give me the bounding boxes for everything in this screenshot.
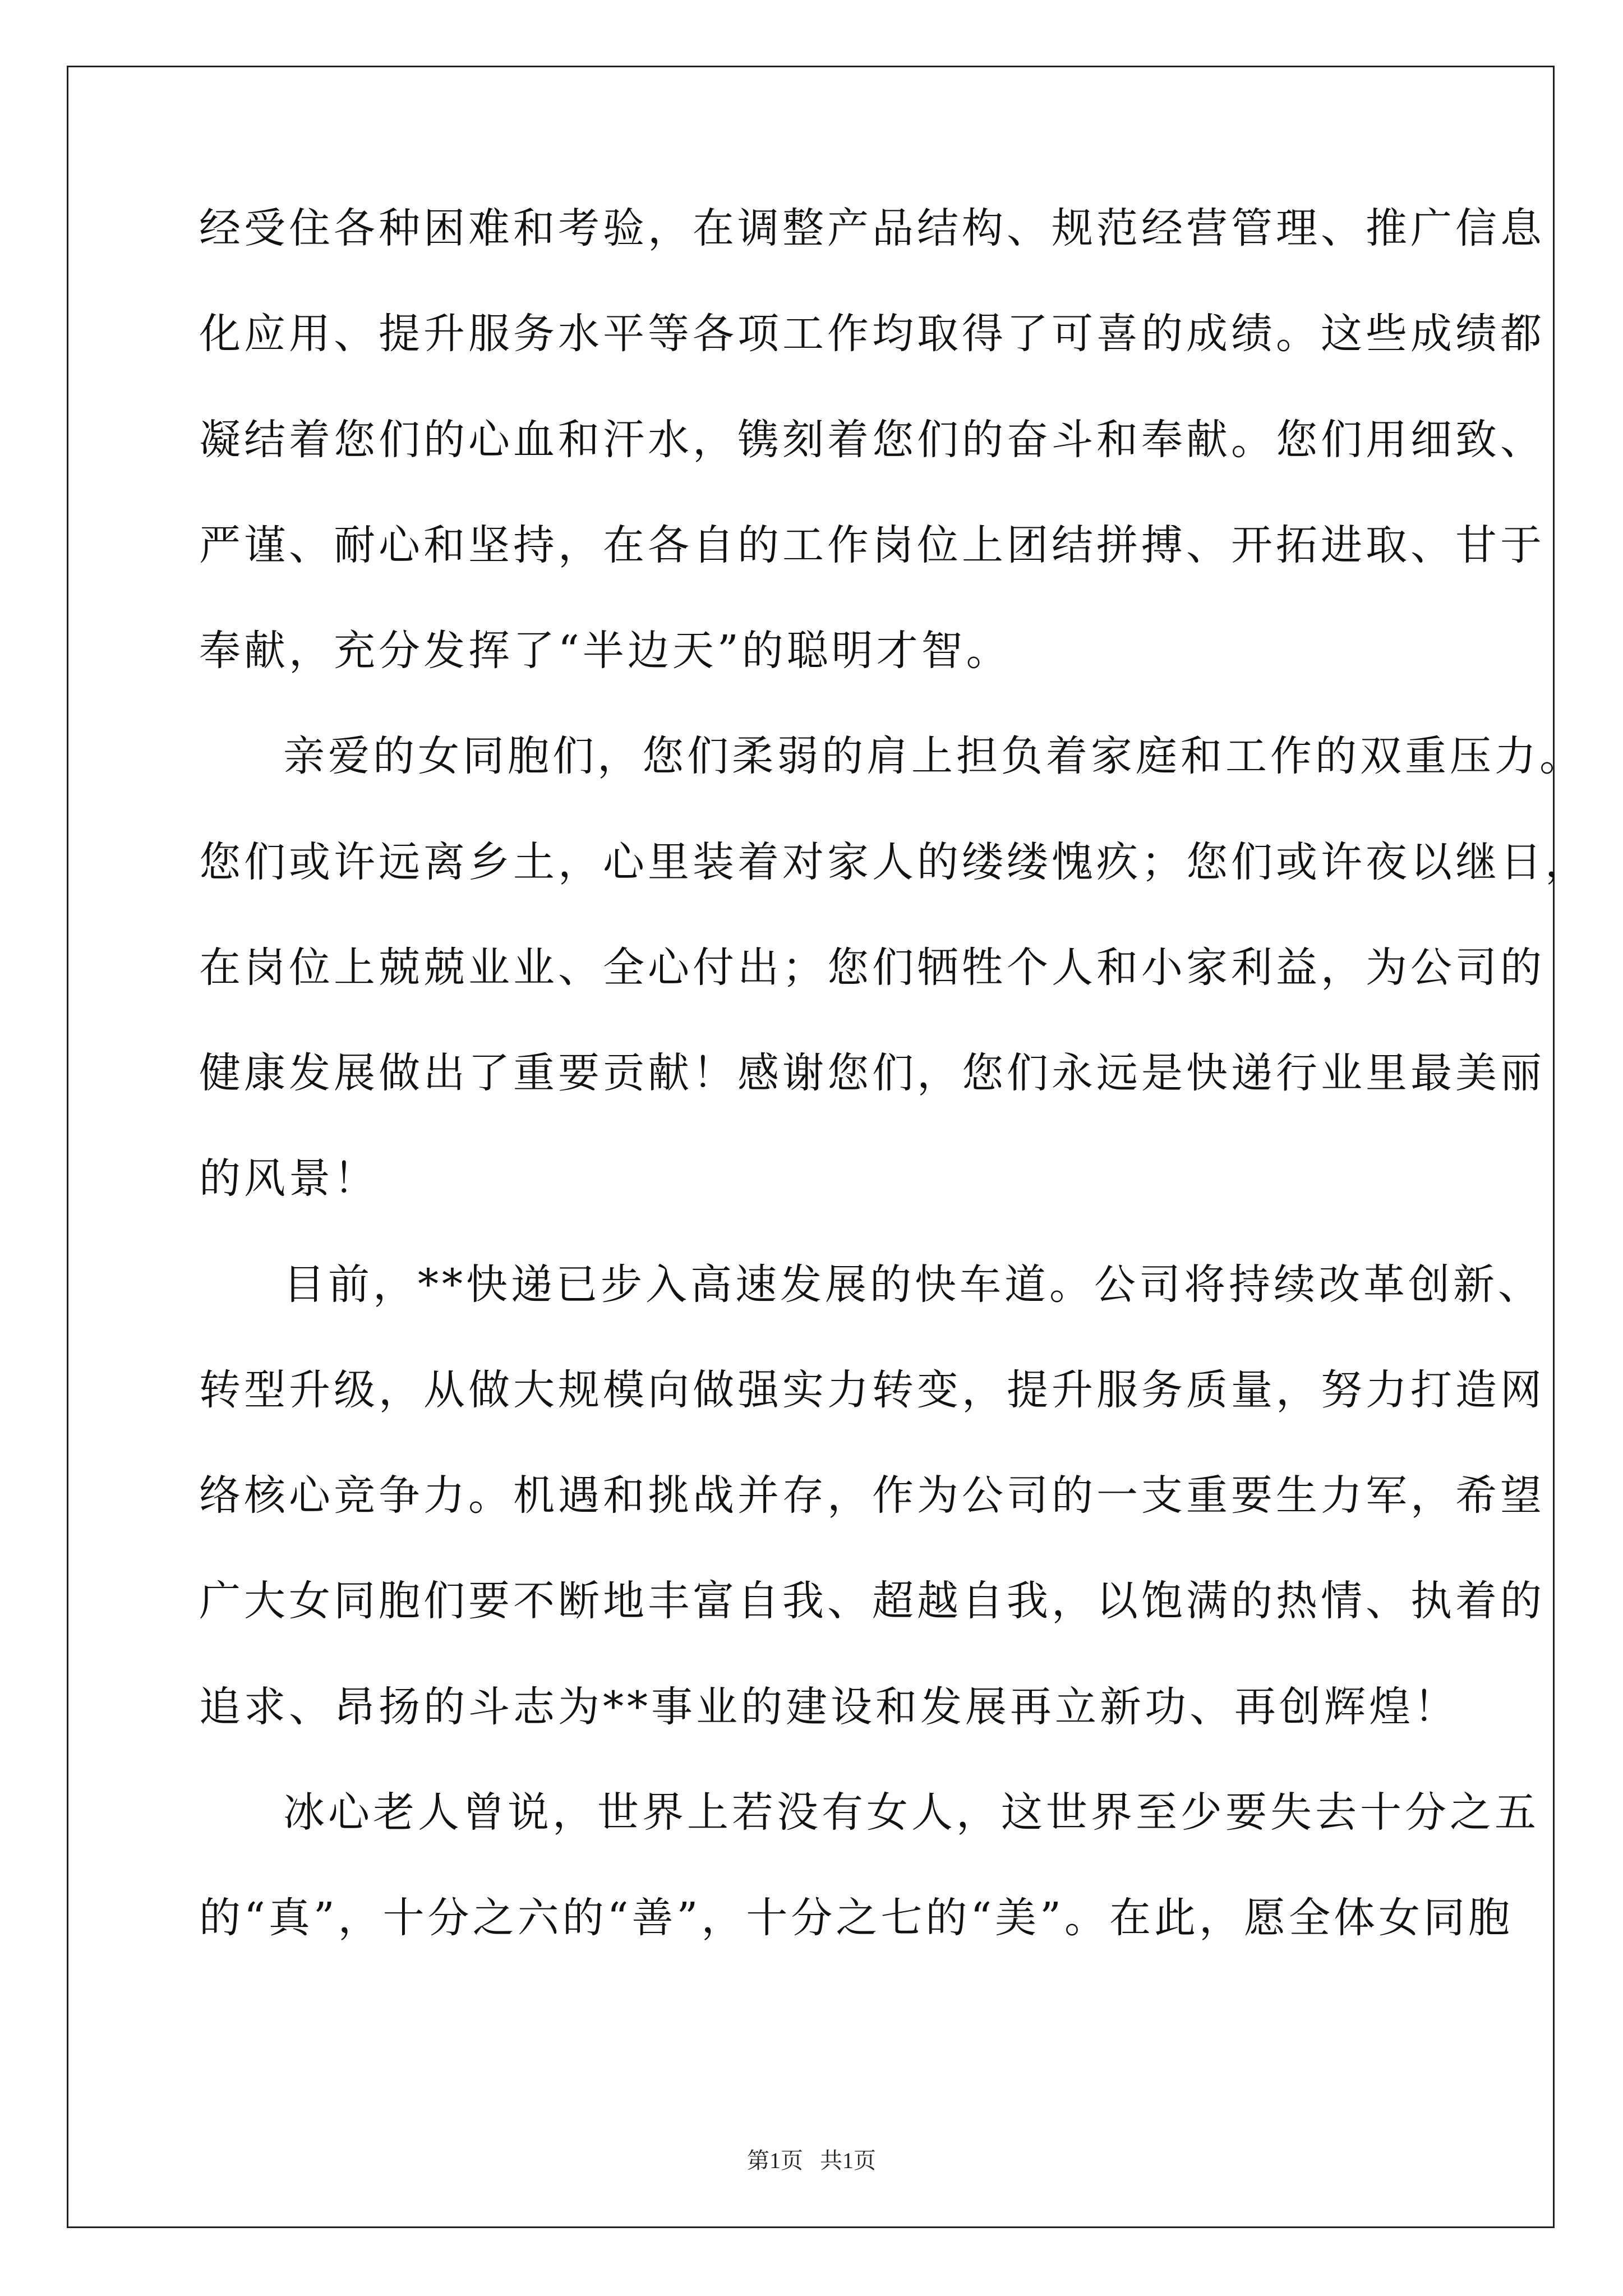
text-line: 追求、昂扬的斗志为**事业的建设和发展再立新功、再创辉煌！ (199, 1683, 1459, 1731)
paragraph-start-line: 冰心老人曾说，世界上若没有女人，这世界至少要失去十分之五 (283, 1788, 1539, 1837)
paragraph-start-line: 亲爱的女同胞们，您们柔弱的肩上担负着家庭和工作的双重压力。 (283, 732, 1584, 780)
text-line: 经受住各种困难和考验，在调整产品结构、规范经营管理、推广信息 (199, 204, 1545, 252)
text-line: 健康发展做出了重要贡献！感谢您们，您们永远是快递行业里最美丽 (199, 1049, 1545, 1097)
text-line: 在岗位上兢兢业业、全心付出；您们牺牲个人和小家利益，为公司的 (199, 944, 1545, 992)
text-line: 您们或许远离乡土，心里装着对家人的缕缕愧疚；您们或许夜以继日， (199, 838, 1590, 886)
page-footer: 第1页 共1页 (747, 2148, 876, 2173)
text-line: 的风景！ (199, 1154, 379, 1203)
text-line: 凝结着您们的心血和汗水，镌刻着您们的奋斗和奉献。您们用细致、 (199, 416, 1545, 464)
text-line: 的“真”，十分之六的“善”，十分之七的“美”。在此，愿全体女同胞 (199, 1894, 1513, 1942)
text-line: 奉献，充分发挥了“半边天”的聪明才智。 (199, 627, 1011, 675)
text-line: 络核心竞争力。机遇和挑战并存，作为公司的一支重要生力军，希望 (199, 1471, 1545, 1520)
text-line: 转型升级，从做大规模向做强实力转变，提升服务质量，努力打造网 (199, 1366, 1545, 1414)
text-line: 广大女同胞们要不断地丰富自我、超越自我，以饱满的热情、执着的 (199, 1577, 1545, 1625)
text-line: 化应用、提升服务水平等各项工作均取得了可喜的成绩。这些成绩都 (199, 310, 1545, 358)
text-line: 严谨、耐心和坚持，在各自的工作岗位上团结拼搏、开拓进取、甘于 (199, 521, 1545, 569)
paragraph-start-line: 目前，**快递已步入高速发展的快车道。公司将持续改革创新、 (283, 1260, 1543, 1309)
